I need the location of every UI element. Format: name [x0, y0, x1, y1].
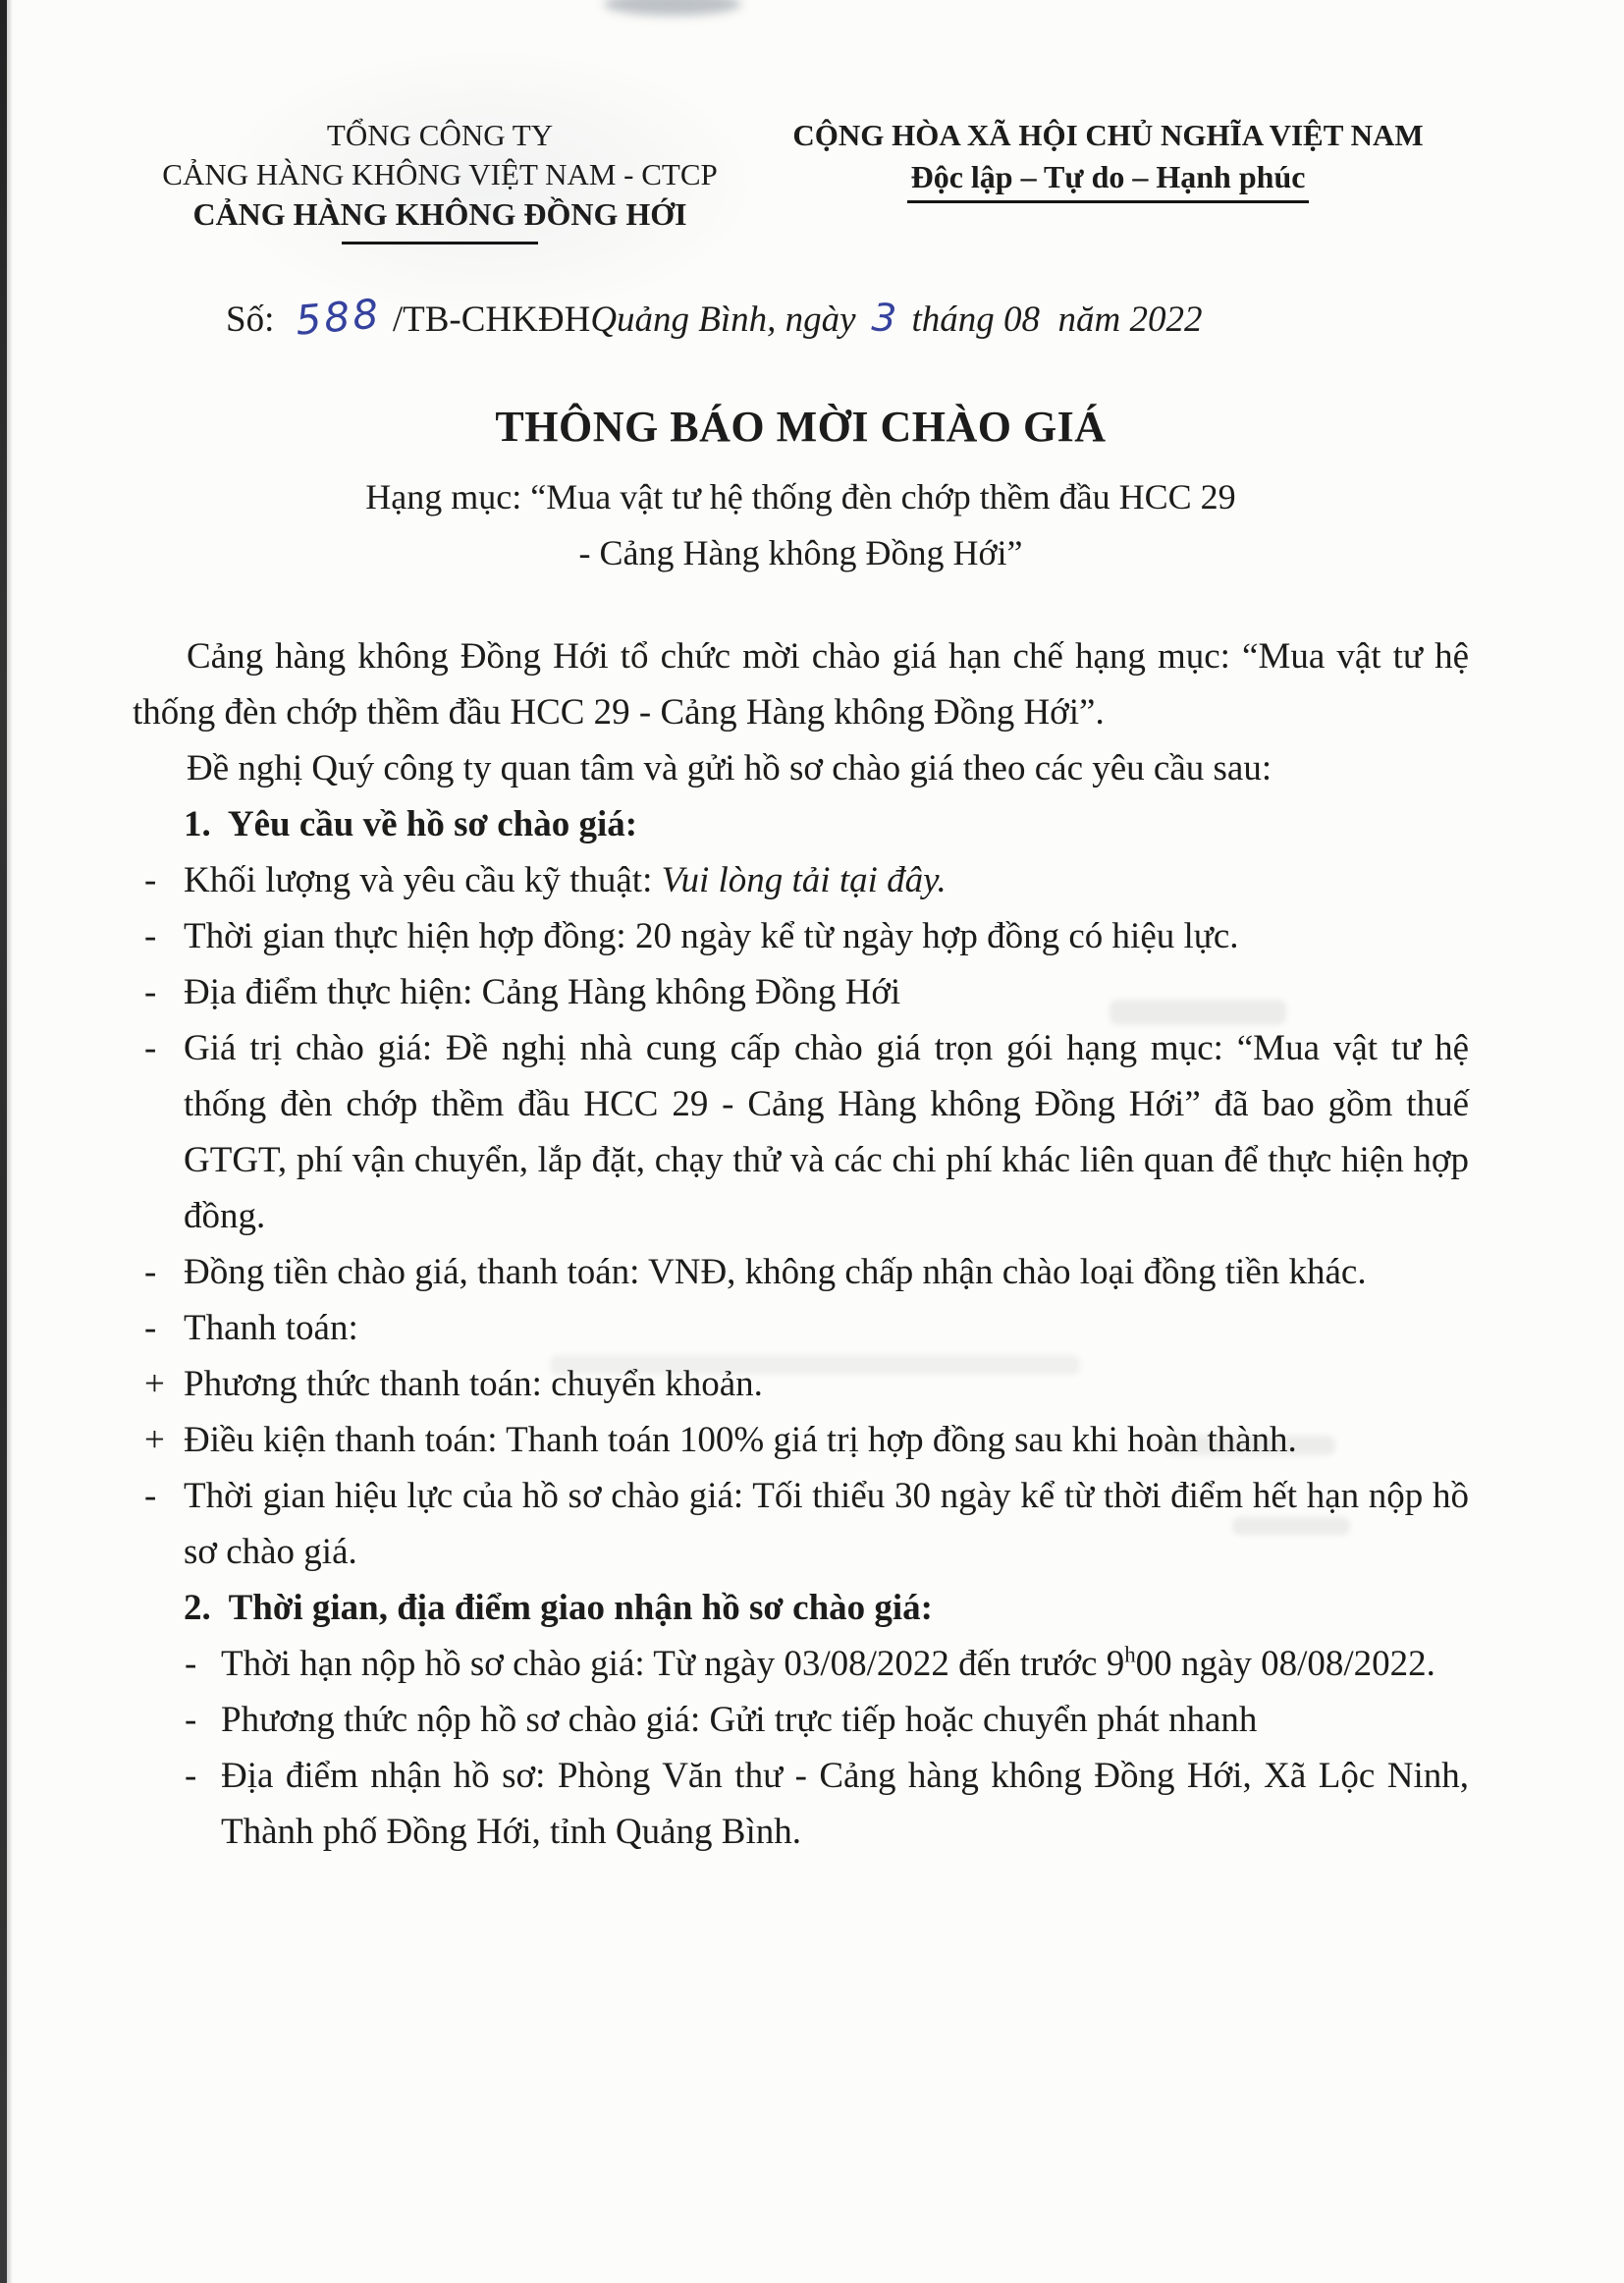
place-and-date-line	[590, 297, 1202, 341]
list-marker: -	[144, 972, 157, 1012]
list-item	[133, 964, 1469, 1020]
list-item-text: Khối lượng và yêu cầu kỹ thuật: Vui lòng tải tại đây.	[184, 860, 947, 900]
list-item	[133, 852, 1469, 908]
document-title: THÔNG BÁO MỜI CHÀO GIÁ	[495, 403, 1107, 451]
national-motto: Độc lập – Tự do – Hạnh phúc	[907, 155, 1310, 203]
list-item	[133, 1692, 1469, 1748]
intro-paragraph: Cảng hàng không Đồng Hới tổ chức mời chào giá hạn chế hạng mục: “Mua vật tư hệ thống đèn chớp thềm đầu HCC 29 - Cảng Hàng không Đồng Hới”.	[133, 636, 1469, 733]
list-item-text: Điều kiện thanh toán: Thanh toán 100% giá trị hợp đồng sau khi hoàn thành.	[184, 1420, 1297, 1460]
issuing-org-block	[133, 116, 747, 245]
list-marker: -	[185, 1756, 197, 1796]
list-item	[133, 1748, 1469, 1860]
list-item-text: Địa điểm thực hiện: Cảng Hàng không Đồng Hới	[184, 972, 901, 1012]
handwritten-document-number: 588	[293, 290, 383, 345]
list-item-text: Phương thức nộp hồ sơ chào giá: Gửi trực tiếp hoặc chuyển phát nhanh	[221, 1700, 1258, 1740]
list-item	[133, 908, 1469, 964]
list-marker: -	[185, 1644, 197, 1684]
reference-row	[133, 290, 1469, 345]
scan-edge-artifact	[0, 0, 7, 2283]
list-item-text: Phương thức thanh toán: chuyển khoản.	[184, 1364, 763, 1404]
dateline-suffix: tháng 08 năm 2022	[911, 299, 1203, 340]
scan-smudge	[604, 0, 741, 16]
scan-edge-shadow	[7, 0, 13, 2283]
list-marker: +	[144, 1364, 165, 1404]
list-marker: -	[185, 1700, 197, 1740]
document-number	[226, 290, 591, 345]
header-rule	[342, 242, 538, 245]
list-marker: -	[144, 916, 157, 956]
list-item	[133, 1300, 1469, 1356]
list-marker: -	[144, 1252, 157, 1292]
list-item	[133, 1244, 1469, 1300]
document-body	[133, 628, 1469, 1860]
subtitle-line-2: - Cảng Hàng không Đồng Hới”	[578, 533, 1023, 572]
section-2-heading: 2. Thời gian, địa điểm giao nhận hồ sơ chào giá:	[184, 1588, 933, 1628]
list-item-text: Thời gian hiệu lực của hồ sơ chào giá: Tối thiểu 30 ngày kể từ thời điểm hết hạn nộp hồ sơ chào giá.	[184, 1476, 1469, 1572]
handwritten-day: 3	[870, 296, 897, 342]
section-2-list	[133, 1636, 1469, 1860]
list-item	[133, 1468, 1469, 1580]
list-item	[133, 1412, 1469, 1468]
document-subtitle	[133, 469, 1469, 581]
list-marker: +	[144, 1420, 165, 1460]
document-number-suffix: /TB-CHKĐH	[392, 299, 591, 340]
list-item	[133, 1020, 1469, 1244]
dateline-prefix: Quảng Bình, ngày	[590, 299, 856, 340]
org-parent-name: TỔNG CÔNG TY	[326, 118, 554, 152]
list-item	[133, 1636, 1469, 1692]
list-item-text: Địa điểm nhận hồ sơ: Phòng Văn thư - Cảng hàng không Đồng Hới, Xã Lộc Ninh, Thành phố Đồng Hới, tỉnh Quảng Bình.	[221, 1756, 1469, 1852]
document-header	[133, 116, 1469, 245]
section-1-list	[133, 852, 1469, 1580]
subtitle-line-1: Hạng mục: “Mua vật tư hệ thống đèn chớp thềm đầu HCC 29	[365, 477, 1236, 516]
list-marker: -	[144, 1476, 157, 1516]
list-item	[133, 1356, 1469, 1412]
request-paragraph: Đề nghị Quý công ty quan tâm và gửi hồ sơ chào giá theo các yêu cầu sau:	[187, 748, 1272, 788]
list-marker: -	[144, 860, 157, 900]
list-item-text: Giá trị chào giá: Đề nghị nhà cung cấp chào giá trọn gói hạng mục: “Mua vật tư hệ thống đèn chớp thềm đầu HCC 29 - Cảng Hàng không Đồng Hới” đã bao gồm thuế GTGT, phí vận chuyển, lắp đặt, chạy thử và các chi phí khác liên quan để thực hiện hợp đồng.	[184, 1028, 1469, 1236]
list-item-text: Đồng tiền chào giá, thanh toán: VNĐ, không chấp nhận chào loại đồng tiền khác.	[184, 1252, 1367, 1292]
list-marker: -	[144, 1028, 157, 1068]
list-item-text: Thời hạn nộp hồ sơ chào giá: Từ ngày 03/08/2022 đến trước 9$^h$00 ngày 08/08/2022.	[221, 1642, 1435, 1684]
list-item-text: Thanh toán:	[184, 1308, 358, 1348]
national-motto-block	[747, 116, 1469, 203]
document-number-label: Số:	[226, 299, 284, 340]
national-title: CỘNG HÒA XÃ HỘI CHỦ NGHĨA VIỆT NAM	[792, 118, 1424, 152]
section-1-heading: 1. Yêu cầu về hồ sơ chào giá:	[184, 804, 638, 844]
list-marker: -	[144, 1308, 157, 1348]
org-branch-name: CẢNG HÀNG KHÔNG ĐỒNG HỚI	[192, 196, 687, 232]
list-item-text: Thời gian thực hiện hợp đồng: 20 ngày kể từ ngày hợp đồng có hiệu lực.	[184, 916, 1239, 956]
org-company-name: CẢNG HÀNG KHÔNG VIỆT NAM - CTCP	[162, 157, 718, 191]
